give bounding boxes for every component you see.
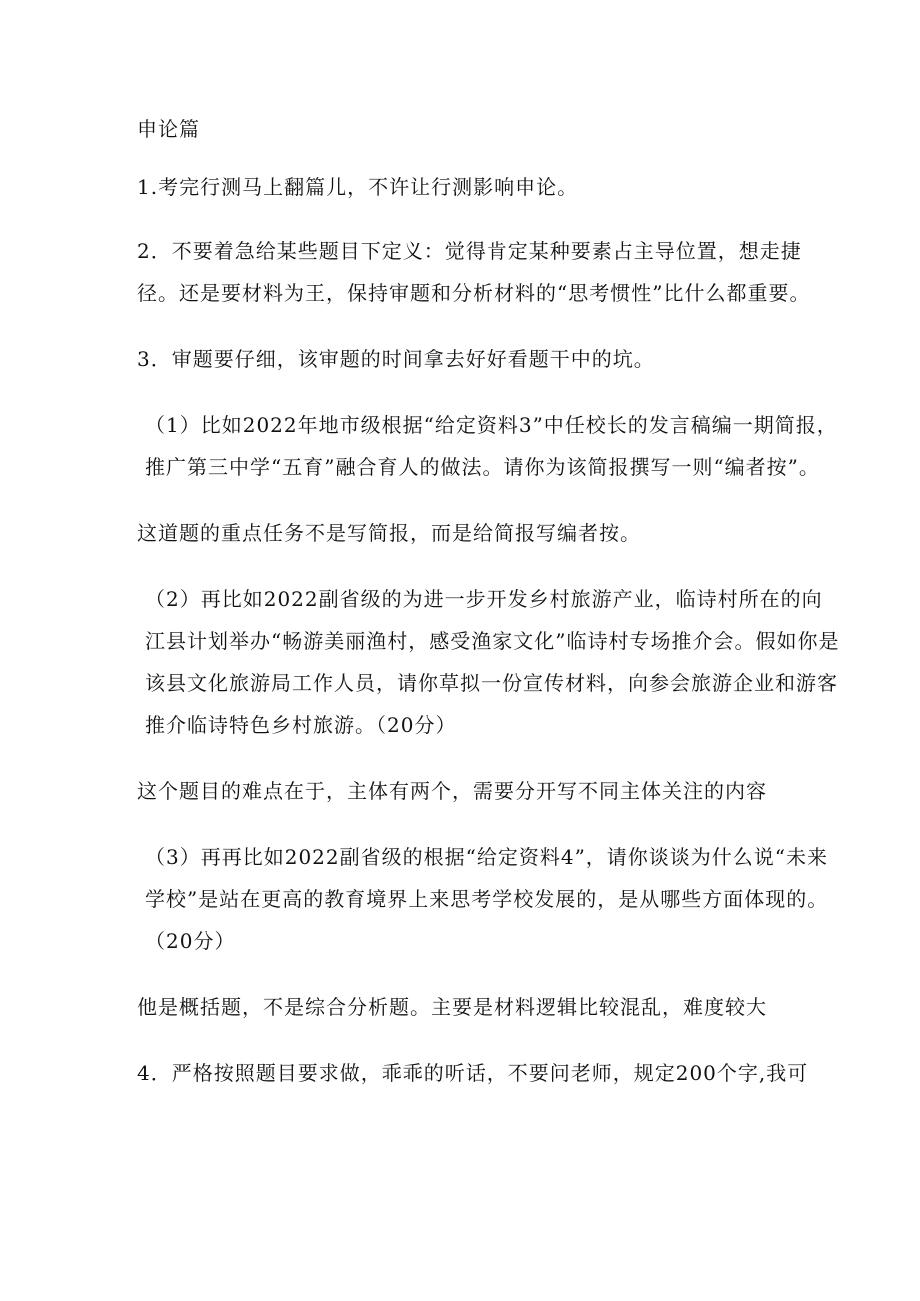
paragraph-2: 2．不要着急给某些题目下定义：觉得肯定某种要素占主导位置，想走捷径。还是要材料为王，保持审题和分析材料的“思考惯性”比什么都重要。 (137, 239, 811, 305)
example-3: （3）再再比如2022副省级的根据“给定资料4”，请你谈谈为什么说“未来学校”是站在更高的教育境界上来思考学校发展的，是从哪些方面体现的。（20分） (145, 845, 829, 953)
paragraph-4: 4．严格按照题目要求做，乖乖的听话，不要问老师，规定200个字,我可 (137, 1061, 809, 1085)
comment-3: 他是概括题，不是综合分析题。主要是材料逻辑比较混乱，难度较大 (137, 995, 767, 1019)
paragraph-1: 1.考完行测马上翻篇儿，不许让行测影响申论。 (137, 175, 579, 199)
example-1: （1）比如2022年地市级根据“给定资料3”中任校长的发言稿编一期简报，推广第三中学“五育”融合育人的做法。请你为该简报撰写一则“编者按”。 (145, 413, 838, 479)
comment-1: 这道题的重点任务不是写简报，而是给简报写编者按。 (137, 521, 641, 545)
example-2: （2）再比如2022副省级的为进一步开发乡村旅游产业，临诗村所在的向江县计划举办“畅游美丽渔村，感受渔家文化”临诗村专场推介会。假如你是该县文化旅游局工作人员，请你草拟一份宣传材料，向参会旅游企业和游客推介临诗特色乡村旅游。（20分） (145, 587, 840, 737)
comment-2: 这个题目的难点在于，主体有两个，需要分开写不同主体关注的内容 (137, 779, 767, 803)
section-heading: 申论篇 (137, 117, 200, 141)
paragraph-3: 3．审题要仔细，该审题的时间拿去好好看题干中的坑。 (137, 347, 655, 371)
